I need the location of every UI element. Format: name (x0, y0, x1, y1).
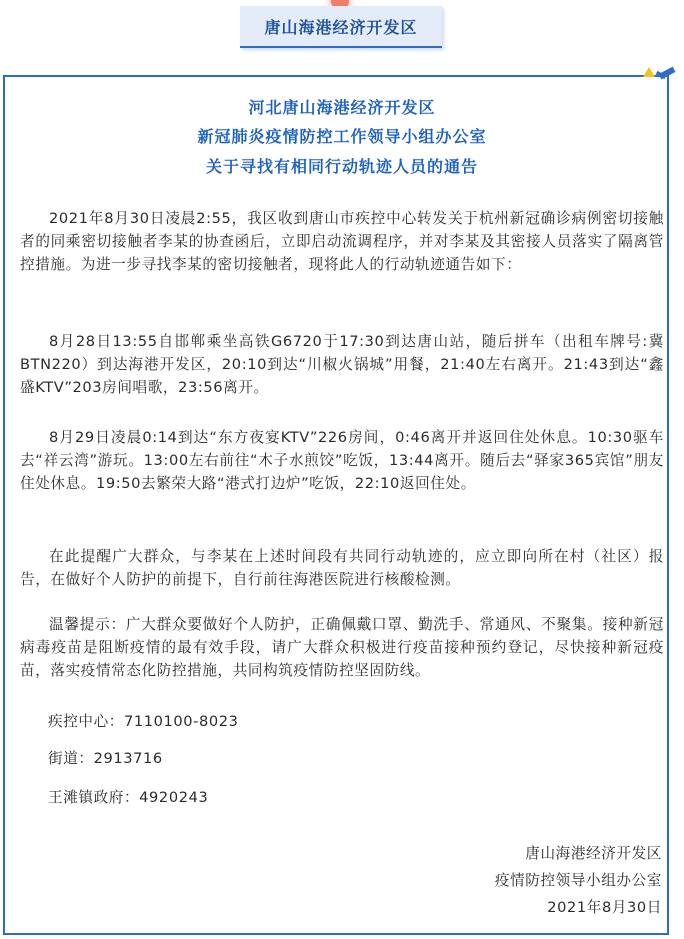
triangle-decoration-icon (643, 67, 655, 77)
signature-org-2: 疫情防控领导小组办公室 (494, 872, 662, 889)
signature-org-1: 唐山海港经济开发区 (525, 845, 662, 862)
paragraph-aug-28: 8月28日13:55自邯郸乘坐高铁G6720于17:30到达唐山站，随后拼车（出租车牌号:冀BTN220）到达海港开发区，20:10到达“川椒火锅城”用餐，21:40左右离开。21:43到达“鑫盛KTV”203房间唱歌，23:56离开。 (20, 333, 664, 396)
title-line-2: 新冠肺炎疫情防控工作领导小组办公室 (197, 127, 487, 146)
header-tag-label: 唐山海港经济开发区 (264, 17, 418, 37)
paragraph-intro: 2021年8月30日凌晨2:55，我区收到唐山市疾控中心转发关于杭州新冠确诊病例密切接触者的同乘密切接触者李某的协查函后，立即启动流调程序，并对李某及其密接人员落实了隔离管控措施。为进一步寻找李某的密切接触者，现将此人的行动轨迹通告如下： (20, 210, 664, 273)
contact-town-government: 王滩镇政府：4920243 (48, 789, 209, 806)
title-line-1: 河北唐山海港经济开发区 (248, 98, 436, 117)
title-line-3: 关于寻找有相同行动轨迹人员的通告 (205, 157, 478, 176)
signature-date: 2021年8月30日 (547, 899, 662, 916)
paragraph-reminder: 在此提醒广大群众，与李某在上述时间段有共同行动轨迹的，应立即向所在村（社区）报告，在做好个人防护的前提下，自行前往海港医院进行核酸检测。 (20, 548, 664, 588)
header-tag (240, 6, 442, 48)
contact-street: 街道：2913716 (48, 750, 163, 767)
paragraph-aug-29: 8月29日凌晨0:14到达“东方夜宴KTV”226房间，0:46离开并返回住处休息。10:30驱车去“祥云湾”游玩。13:00左右前往“木子水煎饺”吃饭，13:44离开。随后去“驿家365宾馆”朋友住处休息。19:50去繁荣大路“港式打边炉”吃饭，22:10返回住处。 (20, 429, 664, 492)
paragraph-tips: 温馨提示：广大群众要做好个人防护，正确佩戴口罩、勤洗手、常通风、不聚集。接种新冠病毒疫苗是阻断疫情的最有效手段，请广大群众积极进行疫苗接种预约登记，尽快接种新冠疫苗，落实疫情常态化防控措施，共同构筑疫情防控坚固防线。 (20, 616, 664, 679)
contact-cdc: 疾控中心：7110100-8023 (48, 713, 239, 730)
